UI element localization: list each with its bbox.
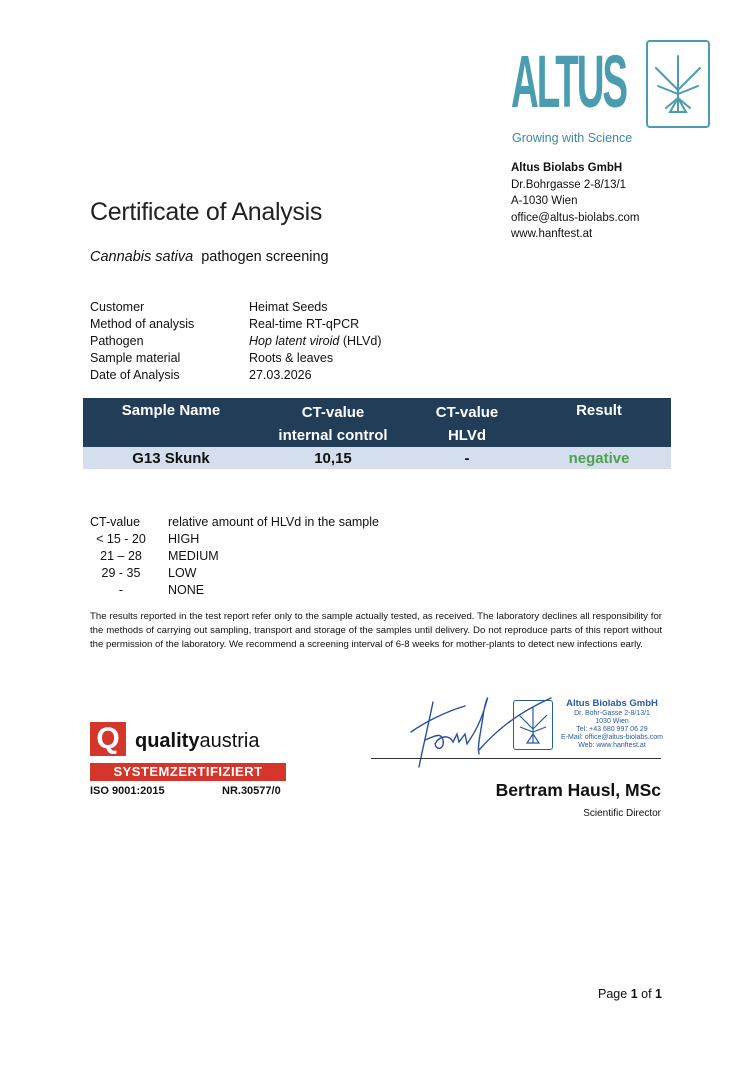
legend-level: MEDIUM — [168, 549, 219, 563]
col-ct-hlvd — [407, 398, 527, 447]
info-label: Customer — [90, 300, 145, 314]
ct-legend — [90, 514, 379, 599]
col-ct-hlvd-line1: CT-value — [435, 404, 499, 421]
signer-name: Bertram Hausl, MSc — [495, 780, 661, 800]
info-label: Method of analysis — [90, 317, 195, 331]
info-value — [249, 333, 381, 350]
stamp-line: Tel: +43 680 997 06 29 — [576, 726, 648, 733]
page-current: 1 — [630, 987, 638, 1001]
info-label: Pathogen — [90, 334, 144, 348]
cell-ct-internal: 10,15 — [314, 450, 352, 467]
address-email: office@altus-biolabs.com — [511, 211, 640, 224]
legend-level: NONE — [168, 583, 205, 597]
info-row-customer — [90, 299, 381, 316]
info-value: Heimat Seeds — [249, 300, 328, 314]
info-value: Roots & leaves — [249, 351, 334, 365]
legend-level: HIGH — [168, 532, 200, 546]
signature-line — [371, 758, 661, 759]
address-web: www.hanftest.at — [511, 228, 593, 240]
legend-range: 29 - 35 — [101, 566, 141, 580]
legend-desc-header: relative amount of HLVd in the sample — [168, 515, 379, 529]
cell-sample-name: G13 Skunk — [132, 450, 210, 467]
page-total: 1 — [655, 987, 662, 1001]
cell-ct-hlvd: - — [464, 450, 470, 467]
legend-range: 21 – 28 — [100, 549, 142, 563]
info-row-date — [90, 367, 381, 384]
stamp-line: 1030 Wien — [595, 718, 629, 725]
info-value: 27.03.2026 — [249, 368, 312, 382]
company-name: Altus Biolabs GmbH — [511, 162, 623, 174]
company-stamp — [513, 698, 668, 752]
stamp-text — [557, 698, 667, 750]
stamp-line: Web: www.hanftest.at — [578, 742, 646, 749]
legend-row — [90, 548, 379, 565]
quality-brand-rest: austria — [199, 730, 260, 752]
address-street: Dr.Bohrgasse 2-8/13/1 — [511, 178, 627, 191]
info-row-method — [90, 316, 381, 333]
stamp-company: Altus Biolabs GmbH — [566, 698, 658, 709]
legend-key-header: CT-value — [90, 515, 141, 529]
col-ct-hlvd-line2: HLVd — [447, 427, 487, 444]
col-ct-internal-line1: CT-value — [301, 404, 365, 421]
pathogen-name: Hop latent viroid — [249, 334, 340, 348]
certified-bar: SYSTEMZERTIFIZIERT — [90, 763, 286, 781]
table-row — [83, 447, 671, 469]
legend-row — [90, 565, 379, 582]
page-word: Page — [598, 987, 628, 1001]
results-table — [83, 398, 671, 469]
quality-brand-bold: quality — [135, 730, 200, 752]
info-value: Real-time RT-qPCR — [249, 317, 360, 331]
pathogen-abbr: (HLVd) — [342, 334, 382, 348]
col-ct-internal-line2: internal control — [278, 427, 388, 444]
col-result: Result — [576, 402, 622, 419]
page-number — [560, 987, 662, 1001]
document-subtitle — [90, 249, 329, 265]
logo-wordmark: ALTUS — [511, 40, 627, 123]
col-sample-name: Sample Name — [121, 402, 221, 419]
table-header — [83, 398, 671, 447]
certificate-number: NR.30577/0 — [222, 785, 281, 797]
company-address — [511, 160, 639, 243]
col-ct-internal — [259, 398, 407, 447]
signer-role: Scientific Director — [583, 808, 661, 819]
document-title: Certificate of Analysis — [90, 198, 323, 226]
cannabis-leaf-icon — [646, 40, 710, 128]
legend-range: - — [118, 583, 124, 597]
stamp-leaf-icon — [513, 700, 553, 750]
stamp-line: E-Mail: office@altus-biolabs.com — [561, 734, 663, 741]
legend-row — [90, 531, 379, 548]
cell-result: negative — [568, 450, 630, 467]
info-label: Date of Analysis — [90, 368, 180, 382]
logo-tagline: Growing with Science — [512, 131, 633, 145]
info-row-material — [90, 350, 381, 367]
analysis-info — [90, 299, 381, 384]
legend-row — [90, 582, 379, 599]
page-of: of — [641, 987, 652, 1001]
legend-range: < 15 - 20 — [96, 532, 146, 546]
legend-header — [90, 514, 379, 531]
q-icon: Q — [90, 722, 126, 756]
subtitle-rest: pathogen screening — [201, 249, 329, 265]
altus-logo — [511, 38, 711, 150]
info-row-pathogen — [90, 333, 381, 350]
stamp-line: Dr. Bohr-Gasse 2-8/13/1 — [574, 710, 650, 717]
quality-brand — [135, 730, 259, 753]
legend-level: LOW — [168, 566, 197, 580]
address-city: A-1030 Wien — [511, 195, 578, 207]
iso-standard: ISO 9001:2015 — [90, 785, 165, 797]
subtitle-species: Cannabis sativa — [90, 249, 194, 265]
disclaimer-text: The results reported in the test report refer only to the sample actually tested, as received. The laboratory declines all responsibility for the methods of carrying out sampling, transport and storage of the samples until delivery. Do not reproduce parts of this report without the permission of the laboratory. We recommend a screening interval of 6-8 weeks for mother-plants to detect new infections early. — [90, 611, 662, 650]
info-label: Sample material — [90, 351, 181, 365]
